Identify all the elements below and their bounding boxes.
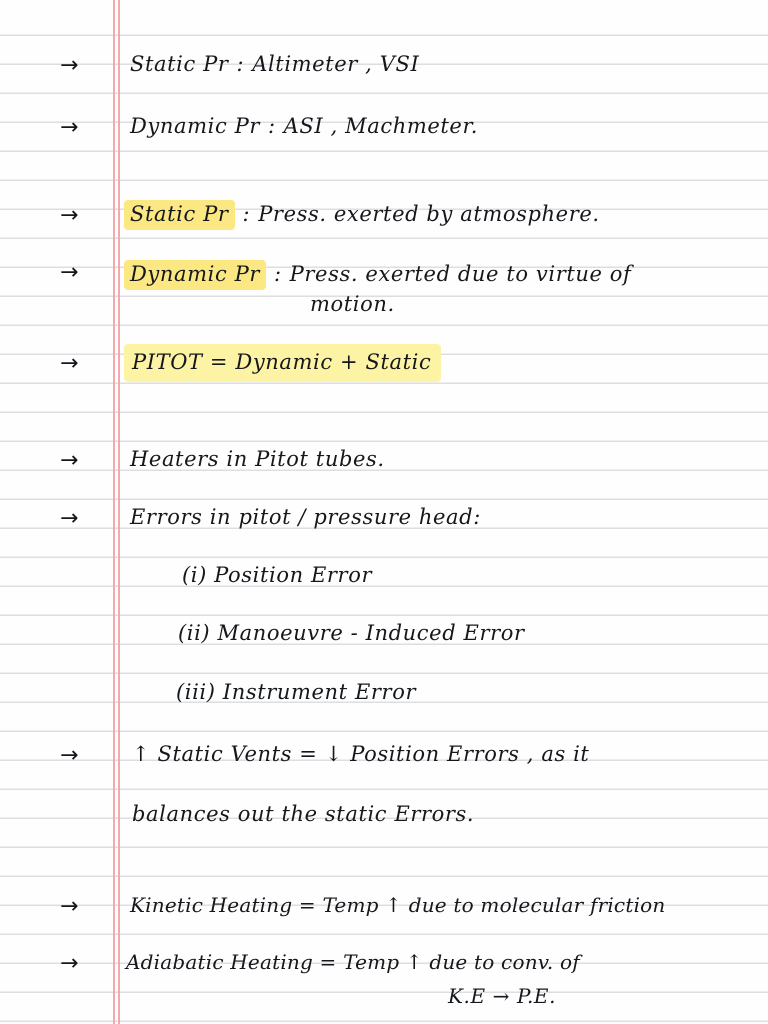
note-line: Errors in pitot / pressure head: (130, 505, 481, 529)
note-line: Kinetic Heating = Temp ↑ due to molecular friction (130, 893, 666, 917)
bullet-arrow: → (60, 894, 79, 919)
note-line (130, 114, 478, 139)
note-continuation: balances out the static Errors. (132, 802, 475, 826)
note-continuation: motion. (310, 292, 395, 316)
note-line (130, 52, 419, 77)
bullet-arrow: → (60, 351, 79, 376)
note-line: ↑ Static Vents = ↓ Position Errors , as it (132, 742, 590, 766)
bullet-arrow: → (60, 506, 79, 531)
note-text: Press. exerted by atmosphere. (258, 202, 600, 226)
sub-item: (i) Position Error (182, 563, 373, 587)
highlighted-term: Dynamic Pr (124, 260, 266, 290)
note-separator: : (236, 52, 245, 76)
note-label: Dynamic Pr (130, 114, 260, 138)
bullet-arrow: → (60, 203, 79, 228)
note-text: Altimeter , VSI (252, 52, 420, 76)
bullet-arrow: → (60, 743, 79, 768)
note-line (130, 262, 631, 287)
note-line (130, 202, 600, 227)
note-continuation: K.E → P.E. (448, 984, 557, 1008)
note-line: Adiabatic Heating = Temp ↑ due to conv. of (126, 950, 580, 974)
sub-item: (ii) Manoeuvre - Induced Error (178, 621, 525, 645)
bullet-arrow: → (60, 951, 79, 976)
highlighted-term: Static Pr (124, 200, 235, 230)
note-separator: : (273, 262, 282, 286)
note-separator: : (267, 114, 276, 138)
note-text: ASI , Machmeter. (283, 114, 479, 138)
note-text: Press. exerted due to virtue of (289, 262, 632, 286)
bullet-arrow: → (60, 115, 79, 140)
margin-line-right (118, 0, 120, 1024)
note-separator: : (242, 202, 251, 226)
bullet-arrow: → (60, 53, 79, 78)
note-label: Static Pr (130, 52, 229, 76)
bullet-arrow: → (60, 448, 79, 473)
note-line (130, 350, 441, 375)
note-line: Heaters in Pitot tubes. (130, 447, 385, 471)
margin-line-left (113, 0, 115, 1024)
sub-item: (iii) Instrument Error (176, 680, 417, 704)
highlighted-formula: PITOT = Dynamic + Static (124, 344, 441, 382)
bullet-arrow: → (60, 260, 79, 285)
